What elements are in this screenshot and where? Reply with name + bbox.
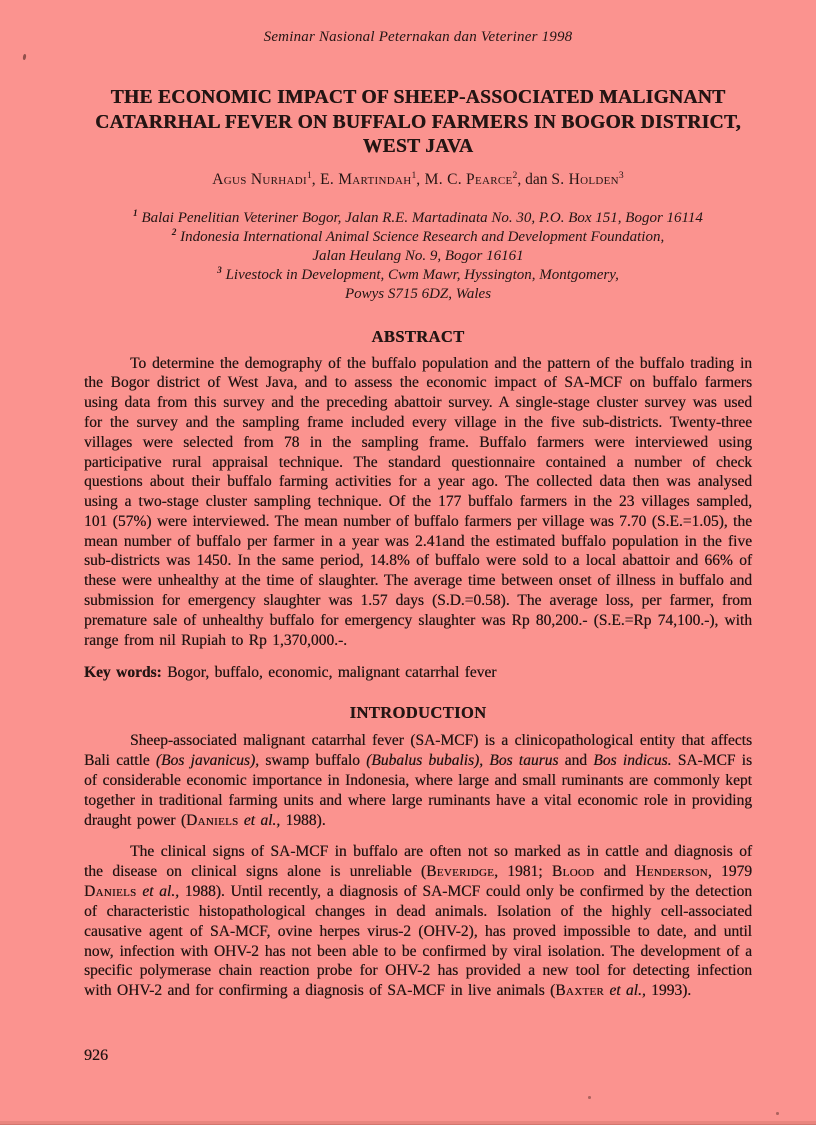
scan-speck xyxy=(588,1096,591,1099)
abstract-paragraph: To determine the demography of the buffalo population and the pattern of the buffalo trading in the Bogor district of West Java, and to assess the economic impact of SA-MCF on buffalo farmers using data from this survey and the preceding abattoir survey. A single-stage cluster survey was used for the survey and the sampling frame included every village in the five sub-districts. Twenty-three villages were selected from 78 in the sampling frame. Buffalo farmers were interviewed using participative rural appraisal technique. The standard questionnaire contained a number of check questions about their buffalo farming activities for a year ago. The collected data then was analysed using a two-stage cluster sampling technique. Of the 177 buffalo farmers in the 23 villages sampled, 101 (57%) were interviewed. The mean number of buffalo farmers per village was 7.70 (S.E.=1.05), the mean number of buffalo per farmer in a year was 2.41and the estimated buffalo population in the five sub-districts was 1450. In the same period, 14.8% of buffalo were sold to a local abattoir and 66% of these were unhealthy at the time of slaughter. The average time between onset of illness in buffalo and submission for emergency slaughter was 1.57 days (S.D.=0.58). The average loss, per farmer, from premature sale of unhealthy buffalo for emergency slaughter was Rp 80,200.- (S.E.=Rp 74,100.-), with range from nil Rupiah to Rp 1,370,000.-. xyxy=(84,354,752,649)
page-number: 926 xyxy=(84,1047,108,1064)
introduction-paragraph-2: The clinical signs of SA-MCF in buffalo are often not so marked as in cattle and diagnosis of the disease on clinical signs alone is unreliable (Beveridge, 1981; Blood and Henderson, 1979 Daniels et al., 1988). Until recently, a diagnosis of SA-MCF could only be confirmed by the detection of characteristic histopathological changes in dead animals. Isolation of the highly cell-associated causative agent of SA-MCF, ovine herpes virus-2 (OHV-2), has proved impossible to date, and until now, infection with OHV-2 has not been able to be confirmed by viral isolation. The development of a specific polymerase chain reaction probe for OHV-2 has provided a new tool for detecting infection with OHV-2 and for confirming a diagnosis of SA-MCF in live animals (Baxter et al., 1993). xyxy=(84,843,753,1000)
scan-bottom-edge xyxy=(0,1121,816,1125)
running-header: Seminar Nasional Peternakan dan Veteriner 1998 xyxy=(263,29,573,45)
keywords-line: Key words: Bogor, buffalo, economic, malignant catarrhal fever xyxy=(84,664,497,682)
affiliations-block xyxy=(84,209,752,305)
abstract-heading: ABSTRACT xyxy=(371,326,465,346)
affiliation-line-4: $^3$ Livestock in Development, Cwm Mawr, Hyssington, Montgomery, xyxy=(217,266,619,284)
paper-title xyxy=(84,86,752,160)
paper-title-line-2: CATARRHAL FEVER ON BUFFALO FARMERS IN BOGOR DISTRICT, xyxy=(95,111,741,133)
affiliation-line-1: $^1$ Balai Penelitian Veteriner Bogor, Jalan R.E. Martadinata No. 30, P.O. Box 151, Bogor 16114 xyxy=(133,208,703,226)
affiliation-line-3: Jalan Heulang No. 9, Bogor 16161 xyxy=(312,247,524,264)
introduction-heading: INTRODUCTION xyxy=(349,703,487,723)
paper-title-line-1: THE ECONOMIC IMPACT OF SHEEP-ASSOCIATED MALIGNANT xyxy=(110,87,726,108)
affiliation-line-2: $^2$ Indonesia International Animal Science Research and Development Foundation, xyxy=(171,227,665,245)
scan-speck xyxy=(776,1112,779,1115)
authors-line: Agus Nurhadi$^1$, E. Martindah$^1$, M. C. Pearce$^2$, dan S. Holden$^3$ xyxy=(212,169,624,188)
affiliation-line-5: Powys S715 6DZ, Wales xyxy=(344,286,492,303)
introduction-paragraph-1: Sheep-associated malignant catarrhal fever (SA-MCF) is a clinicopathological entity that affects Bali cattle (Bos javanicus), swamp buffalo (Bubalus bubalis), Bos taurus and Bos indicus. SA-MCF is of considerable economic importance in Indonesia, where large and small ruminants are commonly kept together in traditional farming units and where large ruminants have a vital economic role in providing draught power (Daniels et al., 1988). xyxy=(84,732,753,830)
paper-title-line-3: WEST JAVA xyxy=(362,136,474,157)
